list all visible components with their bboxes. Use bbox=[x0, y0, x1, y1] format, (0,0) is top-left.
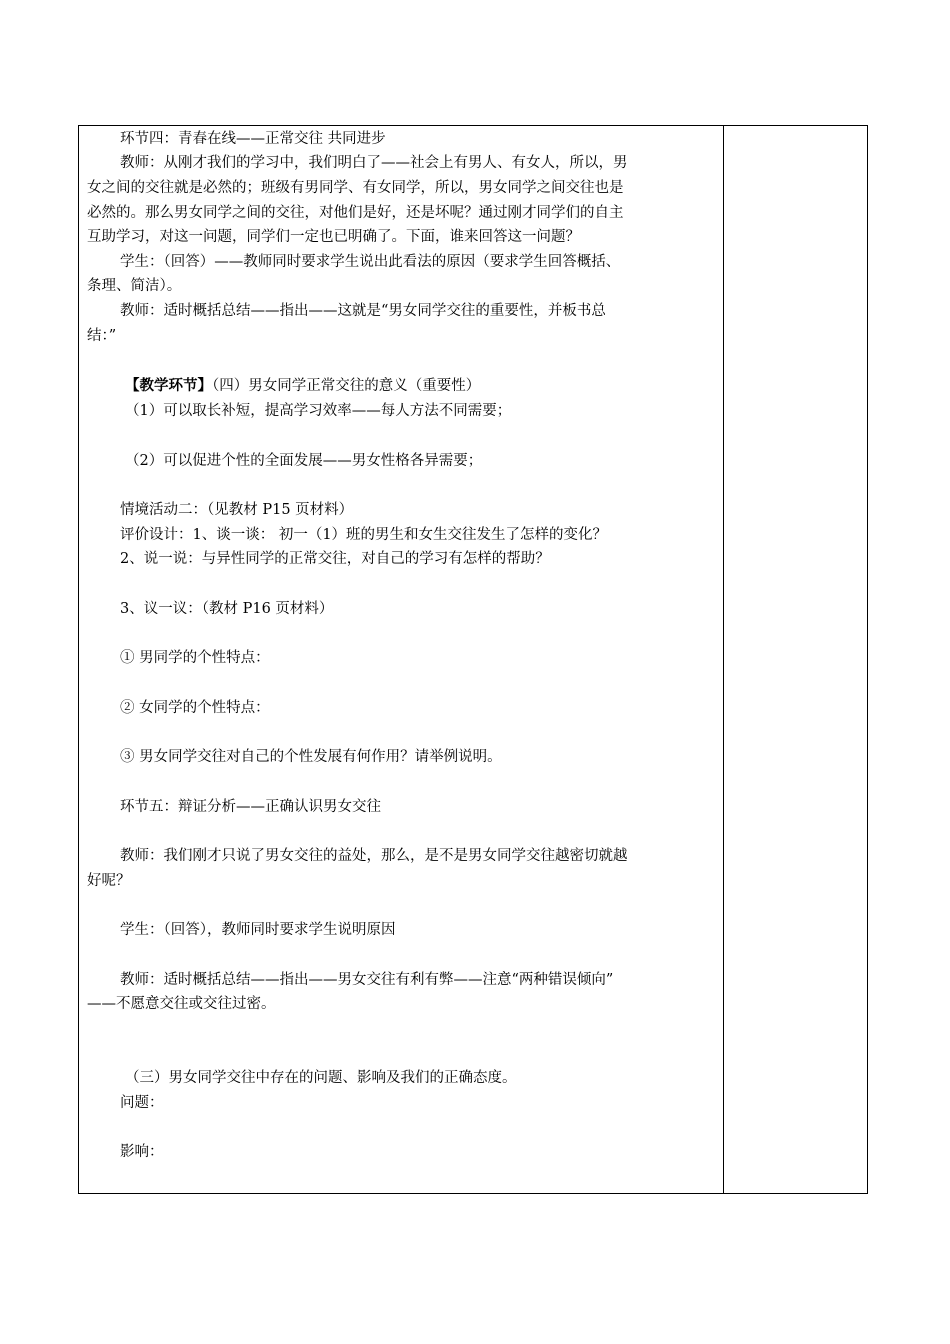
list-item: ③ 男女同学交往对自己的个性发展有何作用？请举例说明。 bbox=[120, 749, 502, 765]
problems-label: 问题： bbox=[120, 1095, 164, 1111]
point-2: （2）可以促进个性的全面发展——男女性格各异需要； bbox=[125, 453, 483, 469]
section-heading-3: （三）男女同学交往中存在的问题、影响及我们的正确态度。 bbox=[125, 1070, 517, 1086]
evaluation-item-2: 2、说一说：与异性同学的正常交往，对自己的学习有怎样的帮助？ bbox=[120, 551, 550, 567]
list-item: ① 男同学的个性特点： bbox=[120, 650, 270, 666]
section-heading-4: 环节四：青春在线——正常交往 共同进步 bbox=[120, 131, 386, 147]
paragraph-line: 教师：从刚才我们的学习中，我们明白了——社会上有男人、有女人，所以，男 bbox=[120, 155, 628, 171]
paragraph-line: 结：” bbox=[87, 328, 117, 344]
paragraph-line: 教师：适时概括总结——指出——这就是“男女同学交往的重要性，并板书总 bbox=[120, 303, 606, 319]
paragraph-line: 教师：适时概括总结——指出——男女交往有利有弊——注意“两种错误倾向” bbox=[120, 972, 614, 988]
notes-column bbox=[724, 126, 867, 1193]
paragraph-line: 条理、简洁）。 bbox=[87, 278, 182, 294]
paragraph-line: ——不愿意交往或交往过密。 bbox=[87, 996, 276, 1012]
activity-title: 情境活动二：（见教材 P15 页材料） bbox=[120, 502, 354, 518]
impact-label: 影响： bbox=[120, 1144, 164, 1160]
paragraph-line: 学生：（回答），教师同时要求学生说明原因 bbox=[120, 922, 396, 938]
paragraph-line: 学生：（回答）——教师同时要求学生说出此看法的原因（要求学生回答概括、 bbox=[120, 254, 621, 270]
evaluation-item-3: 3、议一议：（教材 P16 页材料） bbox=[120, 601, 334, 617]
paragraph-line: 必然的。那么男女同学之间的交往，对他们是好，还是坏呢？通过刚才同学们的自主 bbox=[87, 205, 624, 221]
evaluation-design: 评价设计：1、谈一谈： 初一（1）班的男生和女生交往发生了怎样的变化？ bbox=[120, 527, 608, 543]
point-1: （1）可以取长补短，提高学习效率——每人方法不同需要； bbox=[125, 403, 512, 419]
paragraph-line: 互助学习，对这一问题，同学们一定也已明确了。下面，谁来回答这一问题？ bbox=[87, 229, 580, 245]
lesson-table bbox=[78, 125, 868, 1194]
paragraph-line: 教师：我们刚才只说了男女交往的益处，那么，是不是男女同学交往越密切就越 bbox=[120, 848, 628, 864]
teaching-section-heading bbox=[125, 376, 480, 396]
paragraph-line: 好呢？ bbox=[87, 873, 131, 889]
list-item: ② 女同学的个性特点： bbox=[120, 700, 270, 716]
section-heading-5: 环节五：辩证分析——正确认识男女交往 bbox=[120, 799, 381, 815]
teaching-section-title: （四）男女同学正常交往的意义（重要性） bbox=[212, 378, 481, 394]
paragraph-line: 女之间的交往就是必然的；班级有男同学、有女同学，所以，男女同学之间交往也是 bbox=[87, 180, 624, 196]
teaching-section-label: 【教学环节】 bbox=[125, 377, 212, 394]
